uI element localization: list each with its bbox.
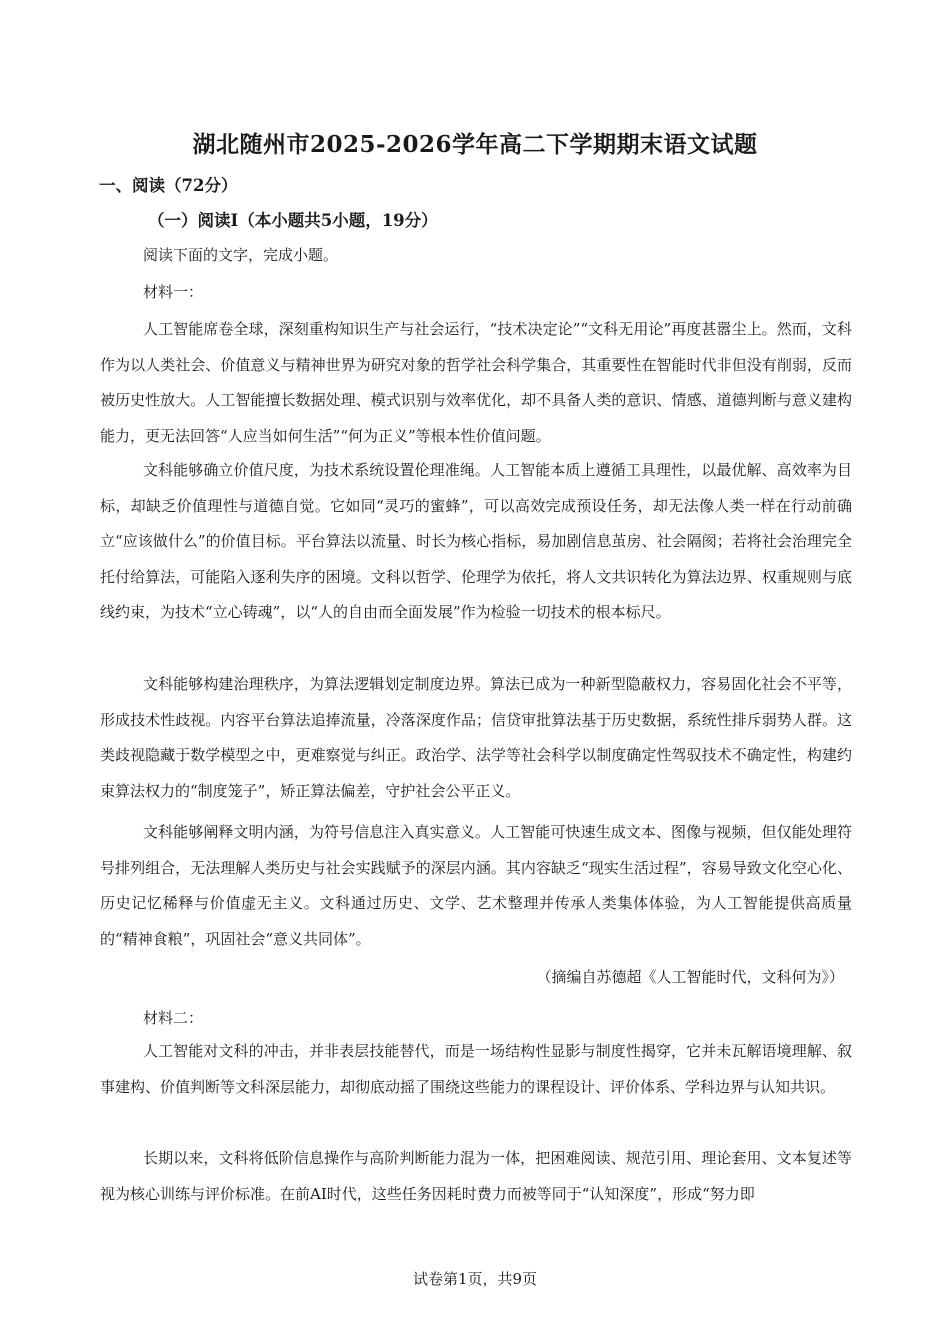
- material-one-source: （摘编自苏德超《人工智能时代，文科何为》）: [536, 968, 844, 986]
- subsection-heading: （一）阅读I（本小题共5小题，19分）: [148, 211, 438, 230]
- material-one-paragraph-2: 文科能够确立价值尺度，为技术系统设置伦理准绳。人工智能本质上遵循工具理性，以最优解、高效率为目标，却缺乏价值理性与道德自觉。它如同“灵巧的蜜蜂”，可以高效完成预设任务，却无法像人类一样在行动前确立“应该做什么”的价值目标。平台算法以流量、时长为核心指标，易加剧信息茧房、社会隔阂；若将社会治理完全托付给算法，可能陷入逐利失序的困境。文科以哲学、伦理学为依托，将人文共识转化为算法边界、权重规则与底线约束，为技术“立心铸魂”，以“人的自由而全面发展”作为检验一切技术的根本标尺。: [100, 461, 852, 622]
- material-two-paragraph-1: 人工智能对文科的冲击，并非表层技能替代，而是一场结构性显影与制度性揭穿，它并未瓦解语境理解、叙事建构、价值判断等文科深层能力，却彻底动摇了围绕这些能力的课程设计、评价体系、学科边界与认知共识。: [100, 1042, 852, 1096]
- section-heading: 一、阅读（72分）: [99, 176, 238, 195]
- material-two-label: 材料二：: [143, 1009, 204, 1027]
- material-two-paragraph-2: 长期以来，文科将低阶信息操作与高阶判断能力混为一体，把困难阅读、规范引用、理论套用、文本复述等视为核心训练与评价标准。在前AI时代，这些任务因耗时费力而被等同于“认知深度”，形成“努力即: [100, 1149, 852, 1203]
- page-footer: 试卷第1页，共9页: [412, 1270, 538, 1288]
- material-one-paragraph-4: 文科能够阐释文明内涵，为符号信息注入真实意义。人工智能可快速生成文本、图像与视频，但仅能处理符号排列组合，无法理解人类历史与社会实践赋予的深层内涵。其内容缺乏“现实生活过程”，容易导致文化空心化、历史记忆稀释与价值虚无主义。文科通过历史、文学、艺术整理并传承人类集体体验，为人工智能提供高质量的“精神食粮”，巩固社会“意义共同体”。: [100, 823, 852, 948]
- material-one-label: 材料一：: [143, 283, 204, 301]
- page-title: 湖北随州市2025-2026学年高二下学期期末语文试题: [192, 131, 758, 158]
- material-one-paragraph-1: 人工智能席卷全球，深刻重构知识生产与社会运行，“技术决定论”“文科无用论”再度甚嚣尘上。然而，文科作为以人类社会、价值意义与精神世界为研究对象的哲学社会科学集合，其重要性在智能时代非但没有削弱，反而被历史性放大。人工智能擅长数据处理、模式识别与效率优化，却不具备人类的意识、情感、道德判断与意义建构能力，更无法回答“人应当如何生活”“何为正义”等根本性价值问题。: [100, 320, 852, 445]
- instruction-text: 阅读下面的文字，完成小题。: [143, 246, 339, 264]
- material-one-paragraph-3: 文科能够构建治理秩序，为算法逻辑划定制度边界。算法已成为一种新型隐蔽权力，容易固化社会不平等，形成技术性歧视。内容平台算法追捧流量，冷落深度作品；信贷审批算法基于历史数据，系统性排斥弱势人群。这类歧视隐藏于数学模型之中，更难察觉与纠正。政治学、法学等社会科学以制度确定性驾驭技术不确定性，构建约束算法权力的“制度笼子”，矫正算法偏差，守护社会公平正义。: [100, 675, 852, 800]
